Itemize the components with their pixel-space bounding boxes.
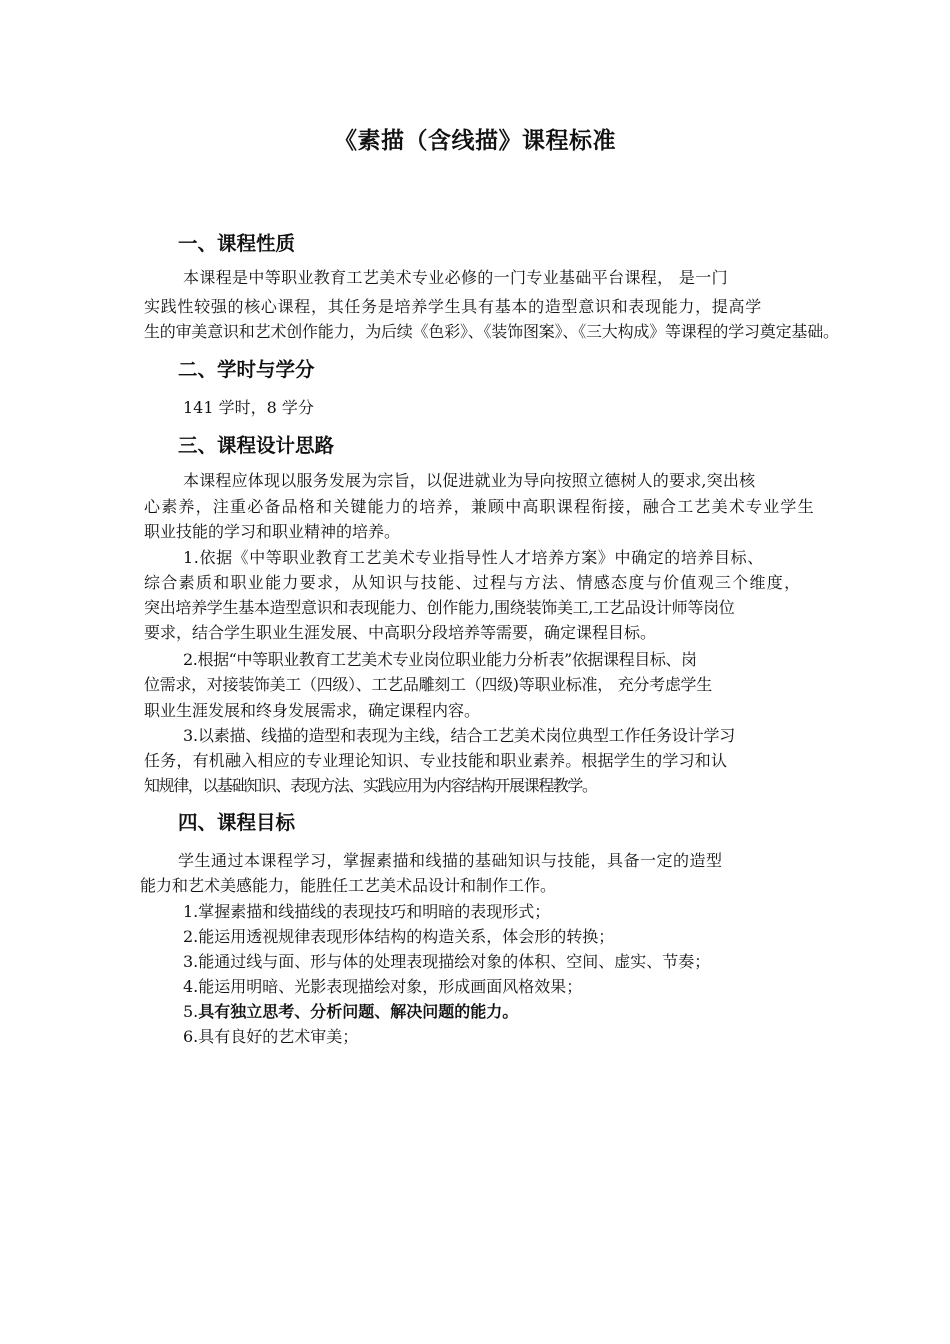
list-item-2: 2.根据“中等职业教育工艺美术专业岗位职业能力分析表”依据课程目标、岗 <box>183 650 697 669</box>
objective-item-6: 6.具有良好的艺术审美； <box>183 1027 359 1046</box>
paragraph-line: 本课程是中等职业教育工艺美术专业必修的一门专业基础平台课程， 是一门 <box>183 268 728 287</box>
document-title: 《素描（含线描》课程标准 <box>334 128 616 154</box>
section-heading-course-nature: 一、课程性质 <box>178 232 296 255</box>
section-heading-hours-credits: 二、学时与学分 <box>178 358 315 381</box>
objective-number: 5. <box>183 1002 199 1021</box>
paragraph-line: 实践性较强的核心课程，其任务是培养学生具有基本的造型意识和表现能力，提高学 <box>144 297 762 316</box>
section-heading-design-approach: 三、课程设计思路 <box>178 434 335 457</box>
paragraph-line: 要求，结合学生职业生涯发展、中高职分段培养等需要，确定课程目标。 <box>144 623 657 642</box>
paragraph-line: 突出培养学生基本造型意识和表现能力、创作能力,围绕装饰美工,工艺品设计师等岗位 <box>144 598 735 617</box>
paragraph-line: 职业生涯发展和终身发展需求，确定课程内容。 <box>144 701 481 720</box>
hours-credits-text: 141 学时，8 学分 <box>183 398 314 417</box>
paragraph-line: 职业技能的学习和职业精神的培养。 <box>144 522 401 541</box>
objective-item-4: 4.能运用明暗、光影表现描绘对象，形成画面风格效果； <box>183 977 583 996</box>
list-item-3: 3.以素描、线描的造型和表现为主线，结合工艺美术岗位典型工作任务设计学习 <box>183 726 736 745</box>
paragraph-line: 本课程应体现以服务发展为宗旨，以促进就业为导向按照立德树人的要求,突出核 <box>183 471 756 490</box>
paragraph-line: 位需求，对接装饰美工（四级）、工艺品雕刻工（四级)等职业标准， 充分考虑学生 <box>144 675 712 694</box>
objective-item-2: 2.能运用透视规律表现形体结构的构造关系，体会形的转换； <box>183 927 615 946</box>
paragraph-line: 任务，有机融入相应的专业理论知识、专业技能和职业素养。根据学生的学习和认 <box>144 751 728 770</box>
paragraph-line: 心素养，注重必备品格和关键能力的培养，兼顾中高职课程衔接，融合工艺美术专业学生 <box>144 497 815 516</box>
objective-item-1: 1.掌握素描和线描线的表现技巧和明暗的表现形式； <box>183 902 551 921</box>
paragraph-line: 生的审美意识和艺术创作能力，为后续《色彩》、《装饰图案》、《三大构成》等课程的学习奠定基础。 <box>144 322 839 341</box>
section-heading-course-objectives: 四、课程目标 <box>178 811 296 834</box>
objective-item-3: 3.能通过线与面、形与体的处理表现描绘对象的体积、空间、虚实、节奏； <box>183 952 711 971</box>
list-item-1: 1.依据《中等职业教育工艺美术专业指导性人才培养方案》中确定的培养目标、 <box>183 548 764 567</box>
paragraph-line: 综合素质和职业能力要求，从知识与技能、过程与方法、情感态度与价值观三个维度， <box>144 573 802 592</box>
paragraph-line: 知规律，以基础知识、表现方法、实践应用为内容结构开展课程教学。 <box>144 776 597 795</box>
paragraph-line: 能力和艺术美感能力，能胜任工艺美术品设计和制作工作。 <box>140 876 557 895</box>
objective-item-5 <box>183 1002 518 1022</box>
objective-bold-text: 具有独立思考、分析问题、解决问题的能力。 <box>198 1002 519 1021</box>
paragraph-line: 学生通过本课程学习，掌握素描和线描的基础知识与技能，具备一定的造型 <box>178 851 723 870</box>
